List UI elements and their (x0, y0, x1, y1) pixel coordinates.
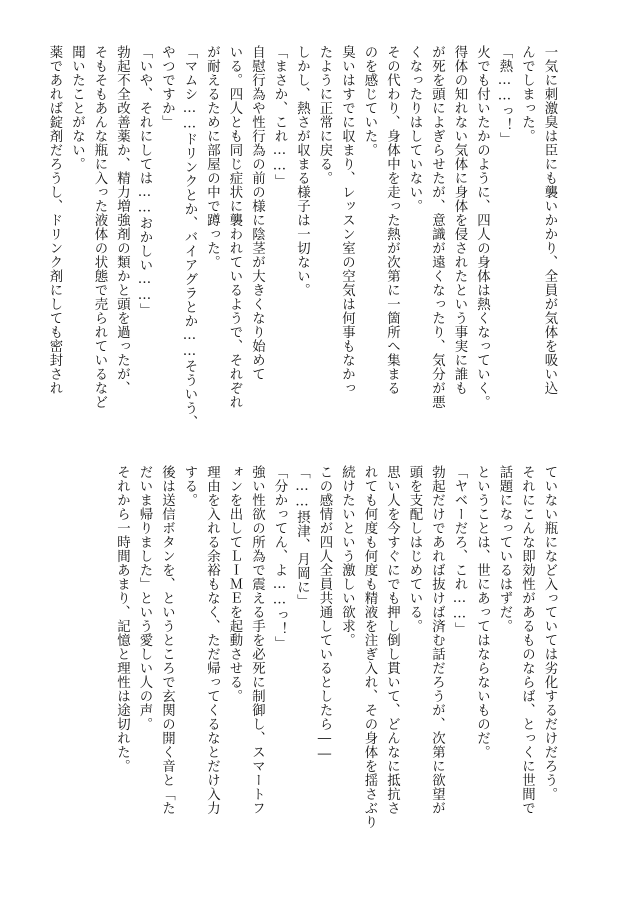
text-column: 勃起不全改善薬か、精力増強剤の類かと頭を過ったが、 (114, 45, 130, 395)
text-column: その代わり、身体中を走った熱が次第に一箇所へ集まる (384, 45, 400, 395)
text-column: 「熱……っ！」 (497, 45, 512, 147)
text-column: それにこんな即効性があるものならば、とっくに世間で (519, 465, 535, 815)
text-column: 聞いたことがない。 (69, 45, 85, 171)
text-column: 勃起だけであれば抜けば済む話だろうが、次第に欲望が (429, 465, 445, 815)
text-column: 「いや、それにしては……おかしい……」 (137, 45, 152, 318)
text-column: ということは、世にあってはならないものだ。 (474, 465, 490, 759)
text-column: 臭いはすでに収まり、レッスン室の空気は何事もなかっ (339, 45, 355, 395)
text-column: する。 (182, 465, 197, 507)
top-text-block (47, 45, 560, 445)
bottom-text-block (114, 465, 560, 865)
text-column: いる。四人とも同じ症状に襲われているようで、それぞれ (227, 45, 242, 409)
text-column: のを感じていた。 (362, 45, 377, 157)
text-column: だいま帰りました」という愛しい人の声。 (137, 465, 152, 731)
text-column: 思い人を今すぐにでも押し倒し貫いて、どんなに抵抗さ (384, 465, 400, 815)
text-column: れても何度も何度も精液を注ぎ入れ、その身体を揺さぶり (362, 465, 377, 829)
text-column: この感情が四人全員共通しているとしたら―― (317, 465, 332, 763)
text-column: 一気に刺激臭は臣にも襲いかかり、全員が気体を吸い込 (542, 45, 557, 395)
text-column: 「……摂津、月岡に」 (294, 465, 310, 609)
text-column: 火でも付いたかのように、四人の身体は熱くなっていく。 (474, 45, 490, 409)
text-column: 得体の知れない気体に身体を侵されたという事実に誰も (452, 45, 467, 395)
text-column: ォンを出してＬＩＭＥを起動させる。 (227, 465, 242, 703)
text-column: くなったりはしていない。 (407, 45, 422, 213)
text-column: それから一時間あまり、記憶と理性は途切れた。 (114, 465, 130, 773)
text-column: やつですか」 (159, 45, 175, 129)
text-column: んでしまった。 (519, 45, 535, 143)
text-column: 自慰行為や性行為の前の様に陰茎が大きくなり始めて (249, 45, 265, 381)
text-column: 話題になっているはずだ。 (497, 465, 512, 633)
text-column: 「分かってん、よ……っ！」 (272, 465, 287, 651)
text-column: しかし、熱さが収まる様子は一切ない。 (294, 45, 310, 297)
text-column: 強い性欲の所為で震える手を必死に制御し、スマートフ (249, 465, 265, 815)
text-column: そもそもあんな瓶に入った液体の状態で売られているなど (92, 45, 107, 409)
text-column: 後は送信ボタンを、というところで玄関の開く音と「た (159, 465, 175, 815)
text-column: が耐えるために部屋の中で蹲った。 (204, 45, 220, 269)
text-column: ていない瓶になど入っていては劣化するだけだろう。 (542, 465, 557, 801)
text-column: 「ヤベーだろ、これ……」 (452, 465, 467, 637)
text-column: 頭を支配しはじめている。 (407, 465, 422, 633)
text-column: 「マムシ……ドリンクとか、バイアグラとか……そういう、 (182, 45, 197, 430)
text-column: 「まさか、これ……」 (272, 45, 287, 189)
text-column: 理由を入れる余裕もなく、ただ帰ってくるなとだけ入力 (204, 465, 220, 815)
text-column: 続けたいという激しい欲求。 (339, 465, 355, 647)
text-column: たように正常に戻る。 (317, 45, 332, 185)
text-column: 薬であれば錠剤だろうし、ドリンク剤にしても密封され (47, 45, 62, 395)
text-column: が死を頭によぎらせたが、意識が遠くなったり、気分が悪 (429, 45, 445, 409)
